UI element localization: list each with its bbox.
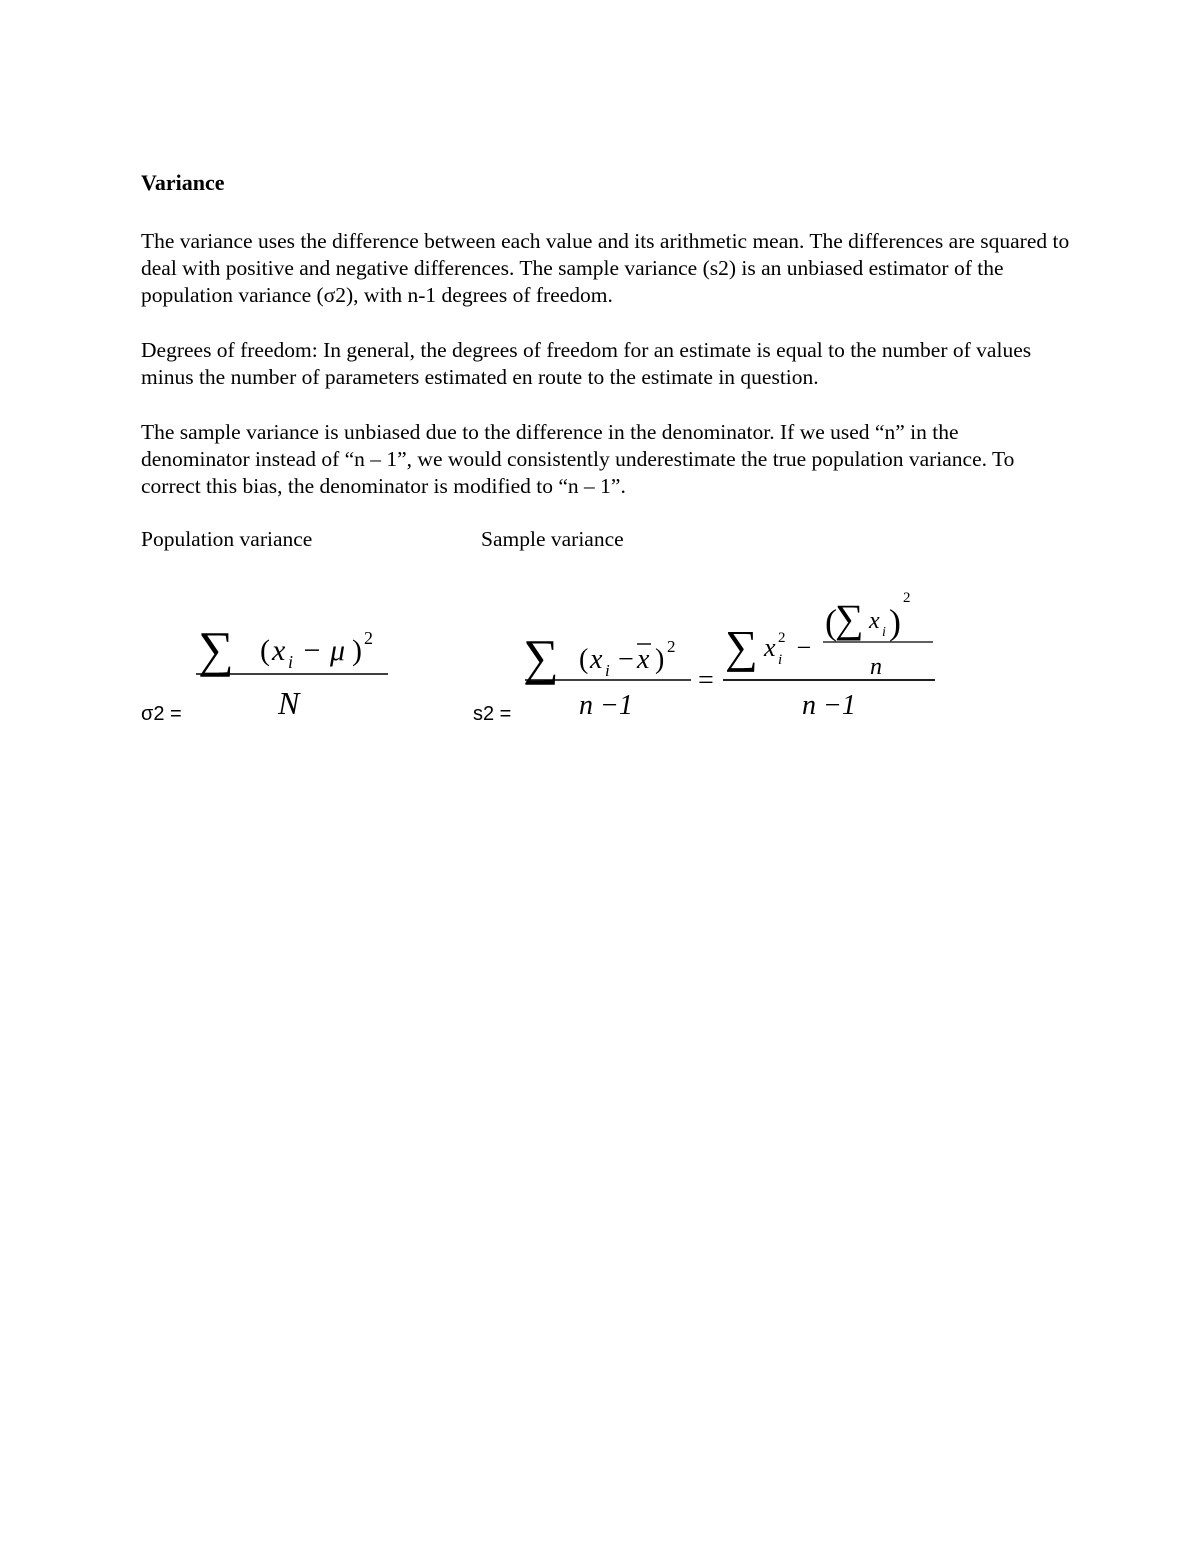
x-variable-2: x	[764, 633, 776, 662]
open-paren: (	[260, 634, 270, 667]
exponent-2: 2	[364, 628, 373, 648]
population-variance-caption: Population variance	[141, 527, 313, 551]
exponent-2-outer: 2	[903, 590, 911, 606]
open-paren: (	[579, 644, 589, 675]
inner-denominator-n: n	[870, 654, 882, 680]
summation-symbol: ∑	[523, 629, 559, 685]
subscript-i: i	[605, 661, 610, 680]
exponent-2: 2	[667, 637, 676, 656]
denominator-n-minus-1-2: n −1	[802, 690, 856, 721]
mu-symbol: μ	[330, 634, 346, 667]
minus-sign-2: −	[790, 633, 812, 662]
paragraph-variance-definition: The variance uses the difference between each value and its arithmetic mean. The differences are squared to deal with positive and negative differences. The sample variance (s2) is an unbiased estimator of the population variance (σ2), with n-1 degrees of freedom.	[141, 229, 1070, 307]
summation-symbol-3: ∑	[835, 596, 864, 641]
paragraph-degrees-of-freedom: Degrees of freedom: In general, the degrees of freedom for an estimate is equal to the number of values minus the number of parameters estimated en route to the estimate in question.	[141, 338, 1032, 389]
close-paren: )	[655, 644, 665, 675]
summation-symbol: ∑	[198, 621, 234, 677]
subscript-i: i	[288, 652, 294, 672]
denominator-n-minus-1: n −1	[579, 690, 633, 721]
minus-sign: −	[296, 634, 328, 667]
x-variable: x	[272, 634, 286, 667]
subscript-i-2: i	[778, 652, 783, 668]
x-variable: x	[590, 644, 603, 675]
population-variance-formula	[180, 600, 400, 730]
minus-sign: −	[611, 644, 634, 675]
document-title: Variance	[141, 170, 225, 195]
x-bar-variable: x	[637, 644, 650, 675]
x-variable-3: x	[869, 608, 880, 634]
exponent-2-x: 2	[778, 630, 786, 646]
sample-variance-lhs: s2 =	[473, 703, 512, 725]
summation-symbol-2: ∑	[725, 621, 758, 672]
close-paren: )	[352, 634, 362, 667]
sample-variance-caption: Sample variance	[481, 527, 624, 551]
population-variance-lhs: σ2 =	[141, 703, 182, 725]
open-paren-2: (	[825, 602, 837, 642]
close-paren-2: )	[889, 602, 901, 642]
equals-sign: =	[698, 665, 714, 696]
subscript-i-3: i	[882, 625, 886, 640]
paragraph-unbiased-explanation: The sample variance is unbiased due to the difference in the denominator. If we used “n” in the denominator instead of “n – 1”, we would consistently underestimate the true population variance. To correct this bias, the denominator is modified to “n – 1”.	[141, 420, 1015, 498]
sample-variance-formula	[515, 580, 945, 740]
denominator-N: N	[278, 685, 300, 721]
